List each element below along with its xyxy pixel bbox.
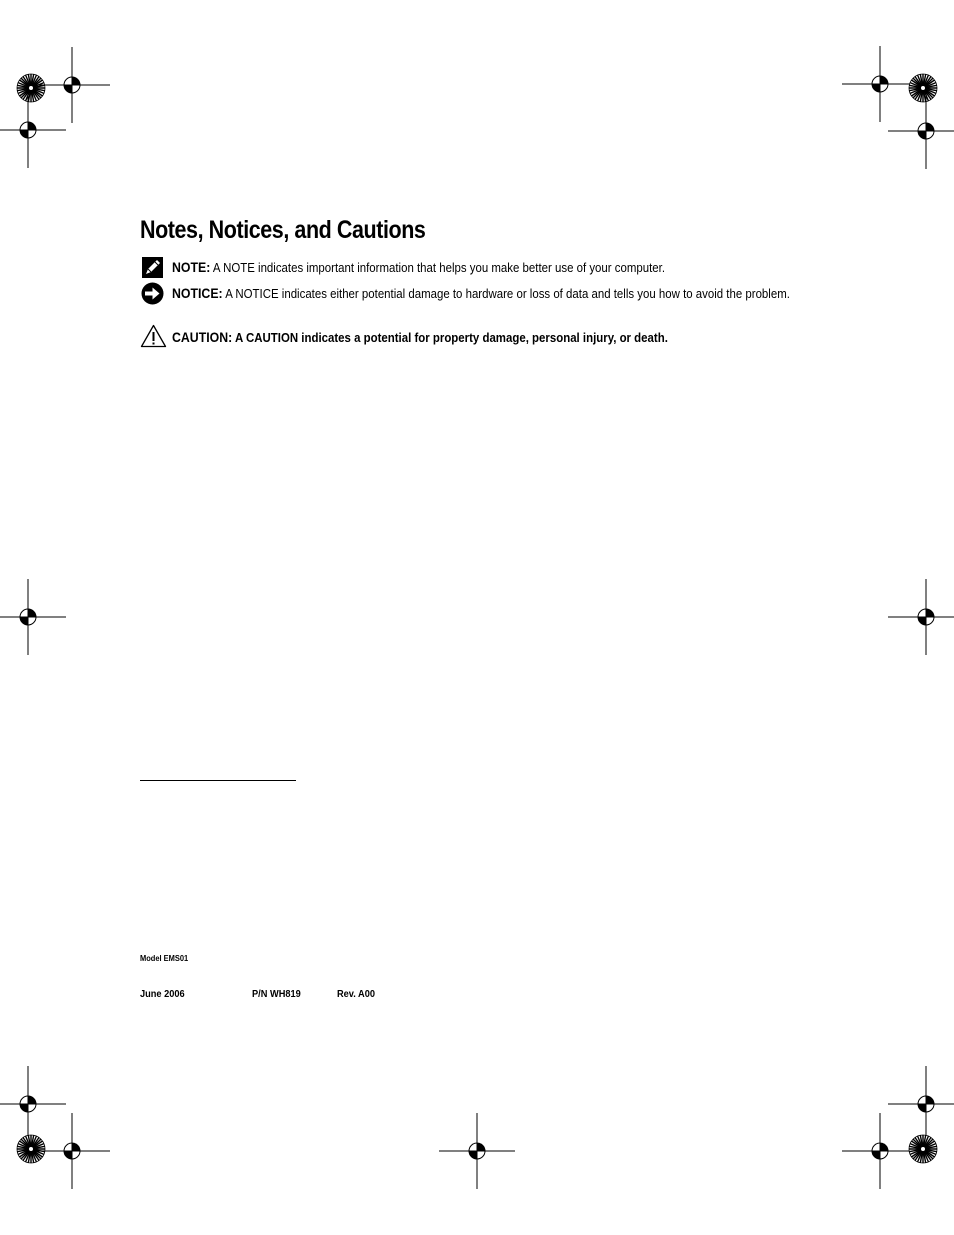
notice-label: NOTICE: <box>172 285 223 301</box>
notice-text: A NOTICE indicates either potential damage to hardware or loss of data and tells you how to avoid the problem. <box>225 286 790 301</box>
warning-triangle-icon <box>140 324 167 348</box>
publication-date: June 2006 <box>140 988 185 1000</box>
arrow-circle-icon <box>140 281 165 306</box>
page-title: Notes, Notices, and Cautions <box>140 216 426 244</box>
caution-label: CAUTION: <box>172 329 233 345</box>
notice-callout <box>172 285 806 302</box>
footnote-rule <box>140 780 296 781</box>
caution-text: A CAUTION indicates a potential for property damage, personal injury, or death. <box>234 330 668 345</box>
part-number: P/N WH819 <box>252 988 301 1000</box>
revision: Rev. A00 <box>337 988 376 1000</box>
model-number: Model EMS01 <box>140 953 189 963</box>
caution-callout <box>172 329 806 346</box>
note-callout <box>172 259 806 276</box>
note-label: NOTE: <box>172 259 211 275</box>
pencil-note-icon <box>140 255 165 280</box>
note-text: A NOTE indicates important information that helps you make better use of your computer. <box>212 260 666 275</box>
